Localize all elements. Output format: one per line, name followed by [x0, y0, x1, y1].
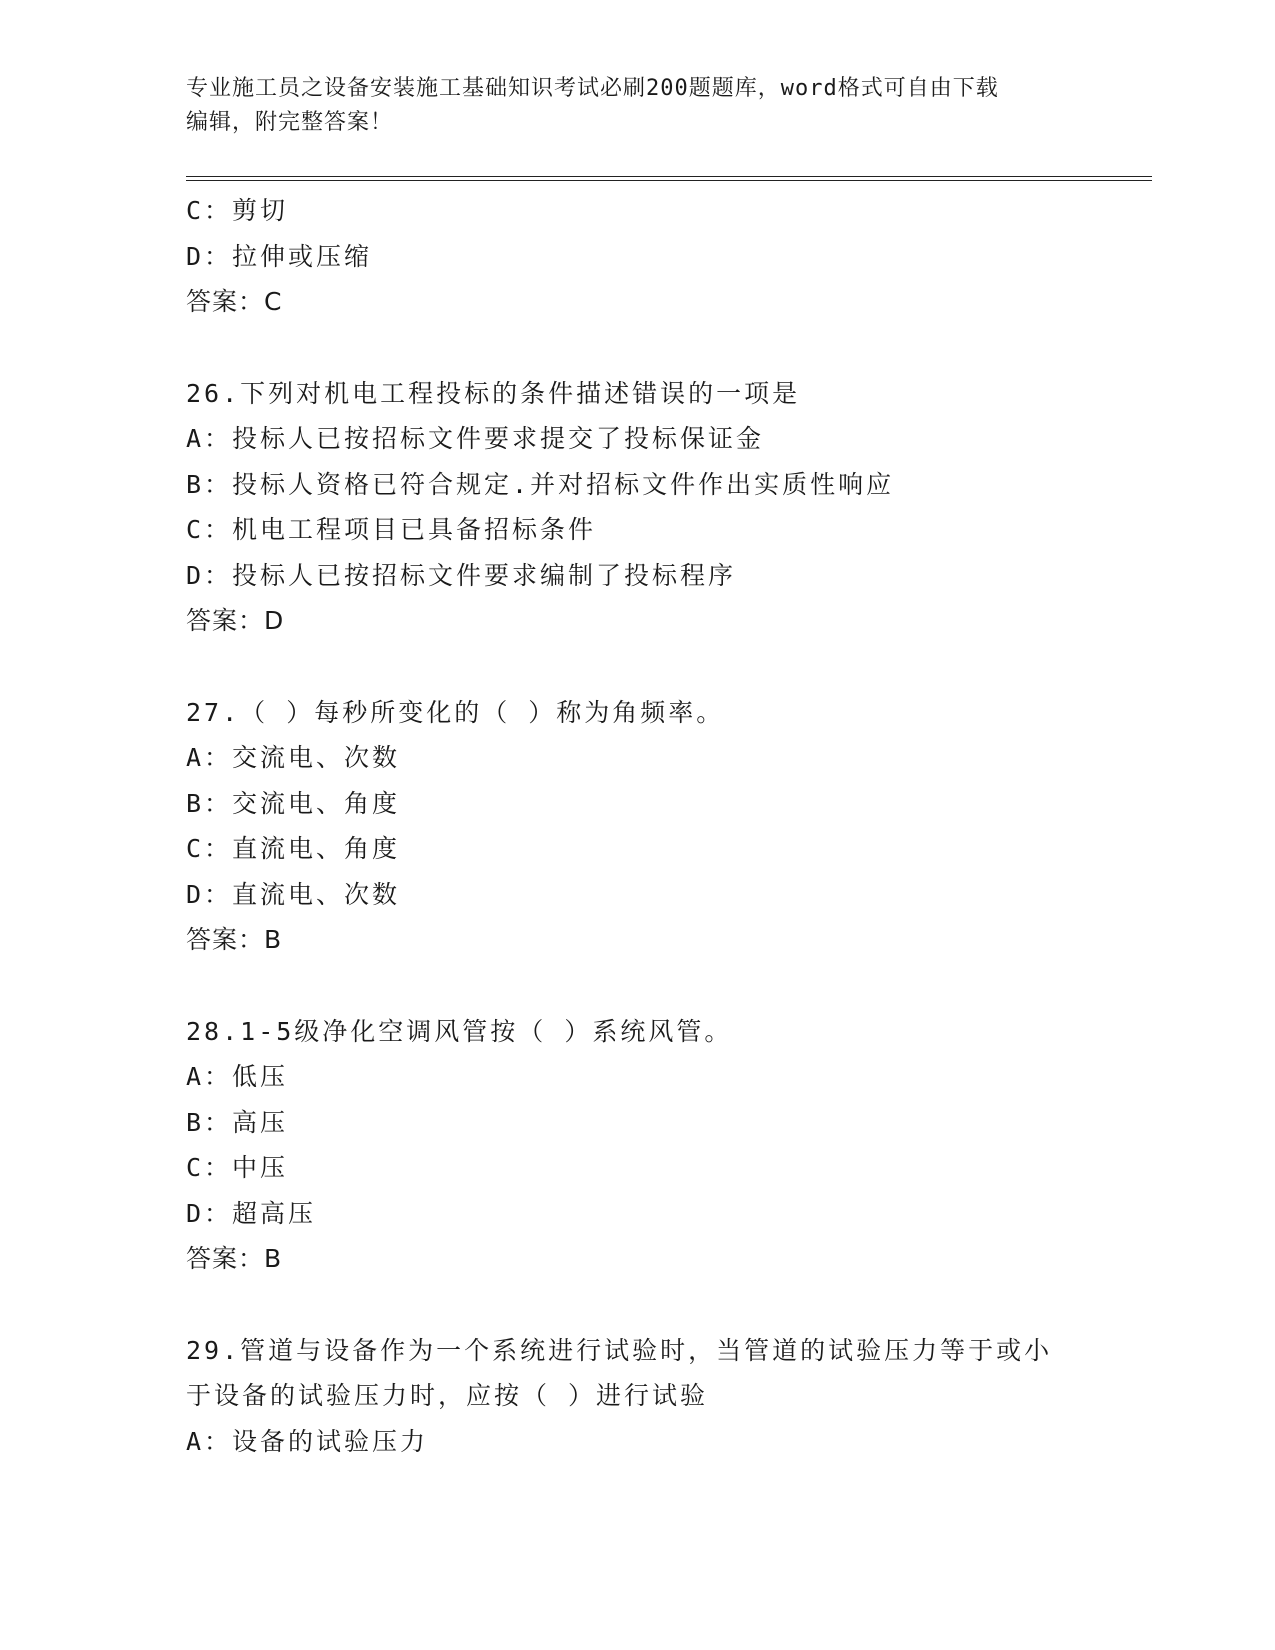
- option-c: C：剪切: [186, 196, 289, 225]
- option-b: B：交流电、角度: [186, 788, 401, 818]
- option-d: D：拉伸或压缩: [186, 241, 373, 271]
- question-title: 27.（ ）每秒所变化的（ ）称为角频率。: [186, 697, 725, 727]
- page-header: [186, 72, 1086, 140]
- answer: 答案：D: [186, 606, 285, 635]
- answer: 答案：B: [186, 925, 283, 954]
- question-29: [186, 1328, 1106, 1465]
- header-divider: [186, 176, 1152, 181]
- question-28: [186, 1009, 1106, 1282]
- question-title-line-1: 29.管道与设备作为一个系统进行试验时，当管道的试验压力等于或小: [186, 1335, 1053, 1365]
- question-title-line-2: 于设备的试验压力时，应按（ ）进行试验: [186, 1381, 709, 1410]
- option-c: C：机电工程项目已具备招标条件: [186, 515, 597, 544]
- option-d: D：超高压: [186, 1198, 317, 1228]
- question-25-tail: [186, 188, 1106, 325]
- question-list: [186, 188, 1106, 1464]
- header-line-1: 专业施工员之设备安装施工基础知识考试必刷200题题库，word格式可自由下载: [186, 76, 999, 101]
- option-c: C：直流电、角度: [186, 834, 401, 863]
- answer: 答案：C: [186, 287, 283, 316]
- option-c: C：中压: [186, 1153, 289, 1182]
- option-a: A：投标人已按招标文件要求提交了投标保证金: [186, 424, 765, 453]
- option-a: A：低压: [186, 1062, 289, 1091]
- spacer: [186, 963, 1106, 1009]
- question-27: [186, 690, 1106, 963]
- option-b: B：高压: [186, 1107, 289, 1137]
- option-d: D：投标人已按招标文件要求编制了投标程序: [186, 560, 737, 590]
- question-title: 28.1-5级净化空调风管按（ ）系统风管。: [186, 1016, 733, 1046]
- question-26: [186, 371, 1106, 644]
- spacer: [186, 644, 1106, 690]
- option-b: B：投标人资格已符合规定.并对招标文件作出实质性响应: [186, 469, 895, 499]
- option-d: D：直流电、次数: [186, 879, 401, 909]
- question-title: 26.下列对机电工程投标的条件描述错误的一项是: [186, 378, 801, 408]
- answer: 答案：B: [186, 1244, 283, 1273]
- header-line-2: 编辑，附完整答案！: [186, 110, 394, 135]
- spacer: [186, 1282, 1106, 1328]
- option-a: A：交流电、次数: [186, 743, 401, 772]
- option-a: A：设备的试验压力: [186, 1426, 429, 1456]
- spacer: [186, 325, 1106, 371]
